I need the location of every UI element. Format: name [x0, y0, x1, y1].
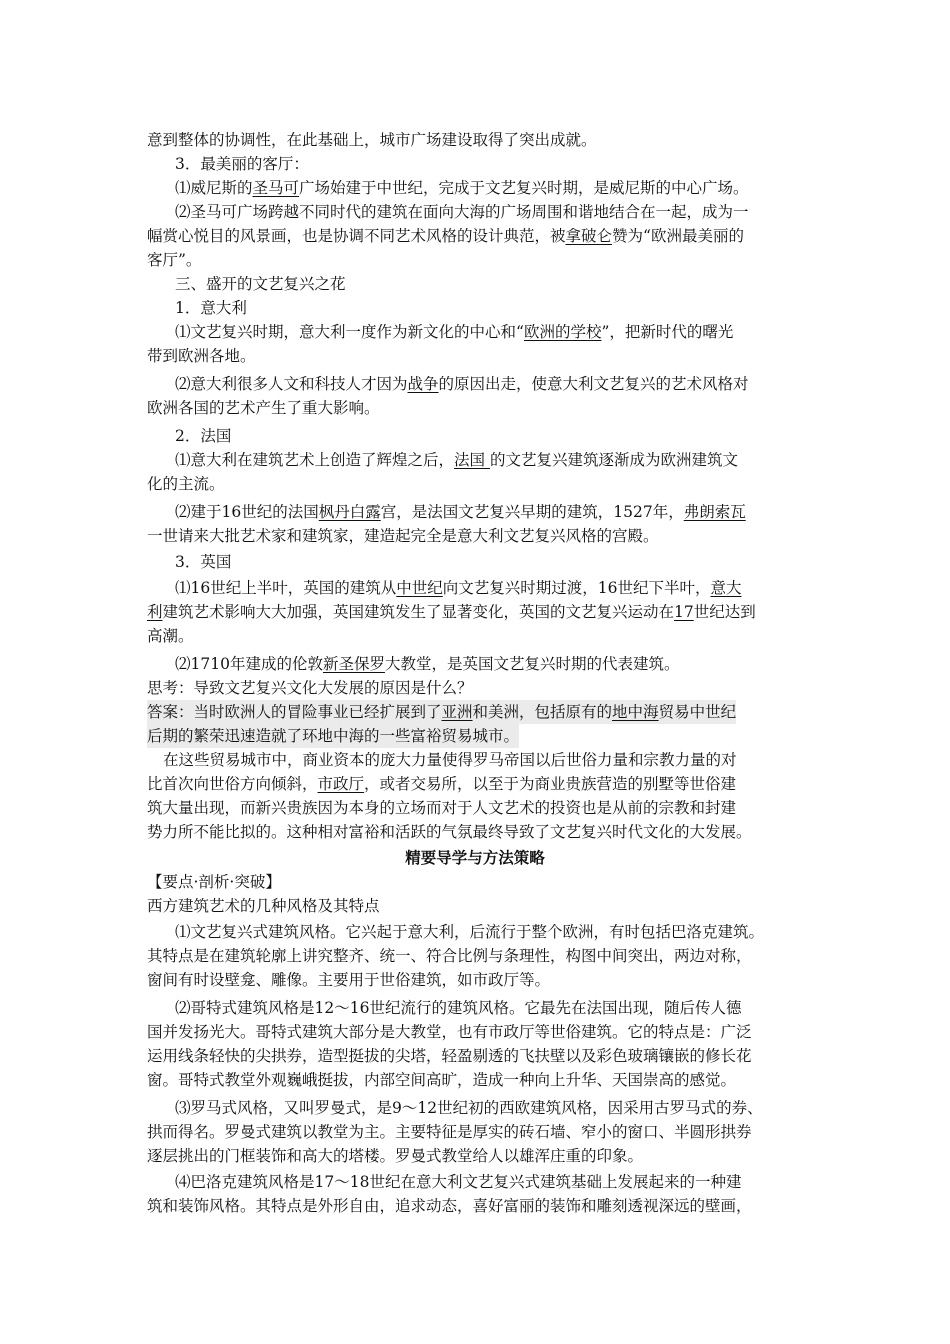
section-title: 精要导学与方法策略 [405, 849, 545, 867]
text-line: ⑵建于16世纪的法国枫丹白露宫，是法国文艺复兴早期的建筑，1527年，弗朗索瓦 [175, 503, 746, 521]
text-line: ⑴文艺复兴式建筑风格。它兴起于意大利，后流行于整个欧洲，有时包括巴洛克建筑。 [175, 923, 765, 941]
question-line: 思考：导致文艺复兴文化大发展的原因是什么？ [147, 679, 473, 697]
underlined-answer: 17 [674, 603, 694, 621]
section-heading: 3．最美丽的客厅： [175, 155, 309, 173]
text-line: ⑷巴洛克建筑风格是17～18世纪在意大利文艺复兴式建筑基础上发展起来的一种建 [175, 1173, 742, 1191]
text-line: ⑴意大利在建筑艺术上创造了辉煌之后，法国 的文艺复兴建筑逐渐成为欧洲建筑文 [175, 451, 738, 469]
section-heading: 3．英国 [175, 553, 232, 571]
text-line: 筑大量出现，而新兴贵族因为本身的立场而对于人文艺术的投资也是从前的宗教和封建 [147, 799, 737, 817]
underlined-answer: 意大 [710, 579, 742, 597]
text-line: 意到整体的协调性，在此基础上，城市广场建设取得了突出成就。 [147, 131, 597, 149]
text-line: 国并发扬光大。哥特式建筑大部分是大教堂，也有市政厅等世俗建筑。它的特点是：广泛 [147, 1023, 752, 1041]
text-line: 筑和装饰风格。其特点是外形自由，追求动态，喜好富丽的装饰和雕刻透视深远的壁画， [147, 1197, 752, 1215]
underlined-answer: 市政厅 [317, 775, 365, 793]
text-line: ⑵意大利很多人文和科技人才因为战争的原因出走，使意大利文艺复兴的艺术风格对 [175, 375, 749, 393]
text-line: 化的主流。 [147, 475, 225, 493]
underlined-answer: 新圣保罗 [322, 655, 385, 673]
answer-highlight: 答案：当时欧洲人的冒险事业已经扩展到了亚洲和美洲，包括原有的地中海贸易中世纪 [147, 700, 736, 724]
bracket-heading: 【要点·剖析·突破】 [147, 873, 281, 891]
underlined-answer: 圣马可 [252, 179, 300, 197]
text-line: 高潮。 [147, 627, 194, 645]
answer-line [147, 700, 736, 724]
underlined-answer: 拿破仑 [565, 227, 613, 245]
underlined-answer: 利 [147, 603, 163, 621]
text-line: ⑵圣马可广场跨越不同时代的建筑在面向大海的广场周围和谐地结合在一起，成为一 [175, 203, 749, 221]
topic-heading: 西方建筑艺术的几种风格及其特点 [147, 897, 380, 915]
underlined-answer: 法国 [454, 451, 490, 469]
text-line: ⑵哥特式建筑风格是12～16世纪流行的建筑风格。它最先在法国出现，随后传人德 [175, 999, 742, 1017]
text-line: 势力所不能比拟的。这种相对富裕和活跃的气氛最终导致了文艺复兴时代文化的大发展。 [147, 823, 752, 841]
underlined-answer: 欧洲的学校 [523, 323, 602, 341]
underlined-answer: 战争 [407, 375, 439, 393]
underlined-answer: 中世纪 [396, 579, 443, 597]
text-line: 在这些贸易城市中，商业资本的庞大力量使得罗马帝国以后世俗力量和宗教力量的对 [163, 751, 737, 769]
text-line: ⑴文艺复兴时期，意大利一度作为新文化的中心和“欧洲的学校”，把新时代的曙光 [175, 323, 734, 341]
section-heading: 1．意大利 [175, 299, 247, 317]
text-line: 利建筑艺术影响大大加强，英国建筑发生了显著变化，英国的文艺复兴运动在17世纪达到 [147, 603, 756, 621]
underlined-answer: 枫丹白露 [318, 503, 381, 521]
underlined-answer: 地中海 [612, 703, 659, 721]
text-line: 其特点是在建筑轮廓上讲究整齐、统一、符合比例与条理性，构图中间突出，两边对称， [147, 947, 752, 965]
text-line: 带到欧洲各地。 [147, 347, 256, 365]
text-line: ⑴16世纪上半叶，英国的建筑从中世纪向文艺复兴时期过渡，16世纪下半叶，意大 [175, 579, 742, 597]
section-heading: 2．法国 [175, 427, 232, 445]
text-line: 拱而得名。罗曼式建筑以教堂为主。主要特征是厚实的砖石墙、窄小的窗口、半圆形拱券 [147, 1123, 752, 1141]
section-heading: 三、盛开的文艺复兴之花 [175, 275, 346, 293]
text-line: 窗间有时设壁龛、雕像。主要用于世俗建筑，如市政厅等。 [147, 971, 551, 989]
text-line: 一世请来大批艺术家和建筑家，建造起完全是意大利文艺复兴风格的宫殿。 [147, 527, 659, 545]
answer-line [147, 724, 519, 748]
text-line: 欧洲各国的艺术产生了重大影响。 [147, 399, 380, 417]
text-line: 运用线条轻快的尖拱券，造型挺拔的尖塔，轻盈剔透的飞扶壁以及彩色玻璃镶嵌的修长花 [147, 1047, 752, 1065]
text-line: ⑴威尼斯的圣马可广场始建于中世纪，完成于文艺复兴时期，是威尼斯的中心广场。 [175, 179, 749, 197]
text-line: 客厅”。 [147, 251, 202, 269]
underlined-answer: 弗朗索瓦 [683, 503, 746, 521]
text-line: ⑶罗马式风格，又叫罗曼式，是9～12世纪初的西欧建筑风格，因采用古罗马式的券、 [175, 1099, 763, 1117]
text-line: 比首次向世俗方向倾斜，市政厅，或者交易所，以至于为商业贵族营造的别墅等世俗建 [147, 775, 737, 793]
text-line: 幅赏心悦目的风景画，也是协调不同艺术风格的设计典范，被拿破仑赞为“欧洲最美丽的 [147, 227, 744, 245]
text-line: 窗。哥特式教堂外观巍峨挺拔，内部空间高旷，造成一种向上升华、天国崇高的感觉。 [147, 1071, 737, 1089]
underlined-answer: 亚洲 [441, 703, 473, 721]
text-line: ⑵1710年建成的伦敦新圣保罗大教堂，是英国文艺复兴时期的代表建筑。 [175, 655, 680, 673]
answer-highlight: 后期的繁荣迅速造就了环地中海的一些富裕贸易城市。 [147, 724, 519, 748]
text-line: 逐层挑出的门框装饰和高大的塔楼。罗曼式教堂给人以雄浑庄重的印象。 [147, 1147, 644, 1165]
